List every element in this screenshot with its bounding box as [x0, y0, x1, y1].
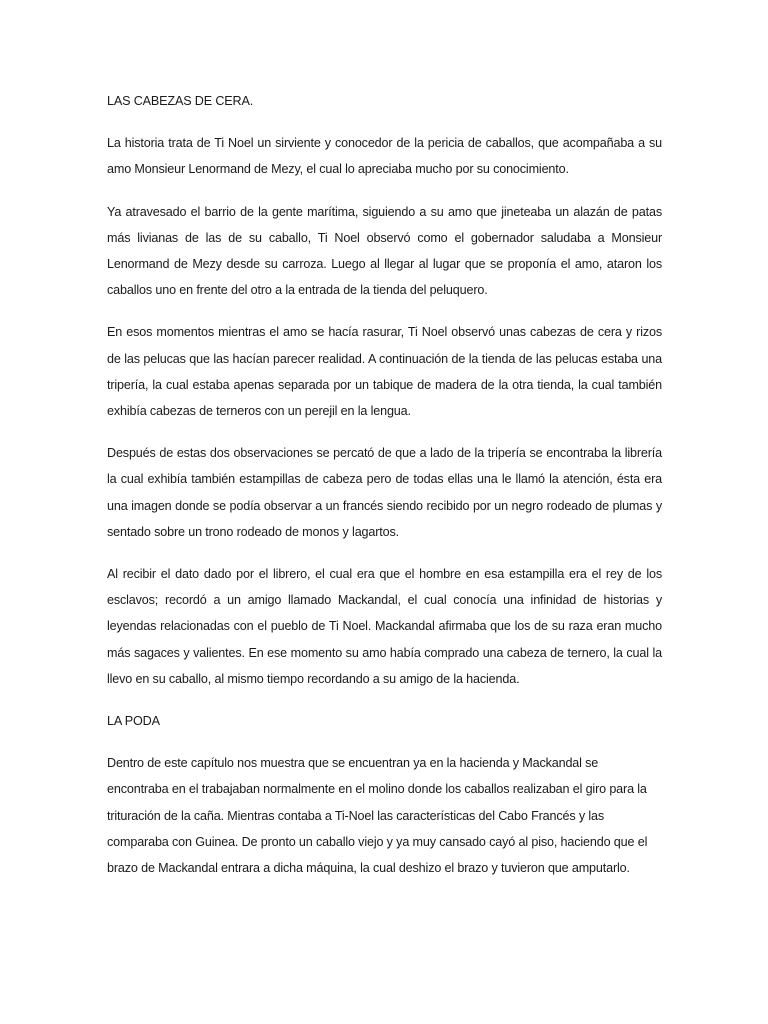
- document-page: [107, 88, 662, 897]
- paragraph: Ya atravesado el barrio de la gente marítima, siguiendo a su amo que jineteaba un alazán de patas más livianas de las de su caballo, Ti Noel observó como el gobernador saludaba a Monsieur Lenormand de Mezy desde su carroza. Luego al llegar al lugar que se proponía el amo, ataron los caballos uno en frente del otro a la entrada de la tienda del peluquero.: [107, 204, 662, 298]
- paragraph: La historia trata de Ti Noel un sirviente y conocedor de la pericia de caballos, que acompañaba a su amo Monsieur Lenormand de Mezy, el cual lo apreciaba mucho por su conocimiento.: [107, 136, 662, 177]
- chapter-title: LAS CABEZAS DE CERA.: [107, 94, 254, 108]
- paragraph: En esos momentos mientras el amo se hacía rasurar, Ti Noel observó unas cabezas de cera y rizos de las pelucas que las hacían parecer realidad. A continuación de la tienda de las pelucas estaba una tripería, la cual estaba apenas separada por un tabique de madera de la otra tienda, la cual también exhibía cabezas de terneros con un perejil en la lengua.: [107, 325, 662, 419]
- paragraph: Después de estas dos observaciones se percató de que a lado de la tripería se encontraba la librería la cual exhibía también estampillas de cabeza pero de todas ellas una le llamó la atención, ésta era una imagen donde se podía observar a un francés siendo recibido por un negro rodeado de plumas y sentado sobre un trono rodeado de monos y lagartos.: [107, 446, 662, 539]
- paragraph: Al recibir el dato dado por el librero, el cual era que el hombre en esa estampilla era el rey de los esclavos; recordó a un amigo llamado Mackandal, el cual conocía una infinidad de historias y leyendas relacionadas con el pueblo de Ti Noel. Mackandal afirmaba que los de su raza eran mucho más sagaces y valientes. En ese momento su amo había comprado una cabeza de ternero, la cual la llevo en su caballo, al mismo tiempo recordando a su amigo de la hacienda.: [107, 567, 662, 686]
- paragraph: Dentro de este capítulo nos muestra que se encuentran ya en la hacienda y Mackandal se encontraba en el trabajaban normalmente en el molino donde los caballos realizaban el giro para la trituración de la caña. Mientras contaba a Ti-Noel las características del Cabo Francés y las comparaba con Guinea. De pronto un caballo viejo y ya muy cansado cayó al piso, haciendo que el brazo de Mackandal entrara a dicha máquina, la cual deshizo el brazo y tuvieron que amputarlo.: [107, 756, 648, 876]
- section-title: LA PODA: [107, 714, 160, 729]
